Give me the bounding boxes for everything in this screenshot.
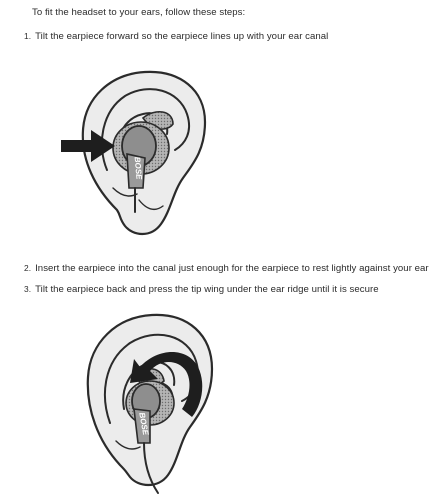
- step-3-text: Tilt the earpiece back and press the tip wing under the ear ridge until it is secure: [35, 284, 379, 295]
- step-1-text: Tilt the earpiece forward so the earpiece lines up with your ear canal: [35, 31, 329, 42]
- bose-logo: BOSE: [132, 156, 144, 180]
- ear-illustration-step-1: [55, 60, 245, 250]
- bose-logo: BOSE: [137, 411, 151, 436]
- step-1-number: 1.: [24, 31, 32, 41]
- step-2-text: Insert the earpiece into the canal just enough for the earpiece to rest lightly against your ear: [35, 263, 429, 274]
- step-2: [24, 262, 429, 275]
- ear-illustration-step-3: [80, 305, 230, 495]
- step-1: [24, 30, 328, 43]
- intro-text: To fit the headset to your ears, follow these steps:: [32, 7, 246, 18]
- step-3-number: 3.: [24, 284, 32, 294]
- step-2-number: 2.: [24, 263, 32, 273]
- step-3: [24, 283, 379, 296]
